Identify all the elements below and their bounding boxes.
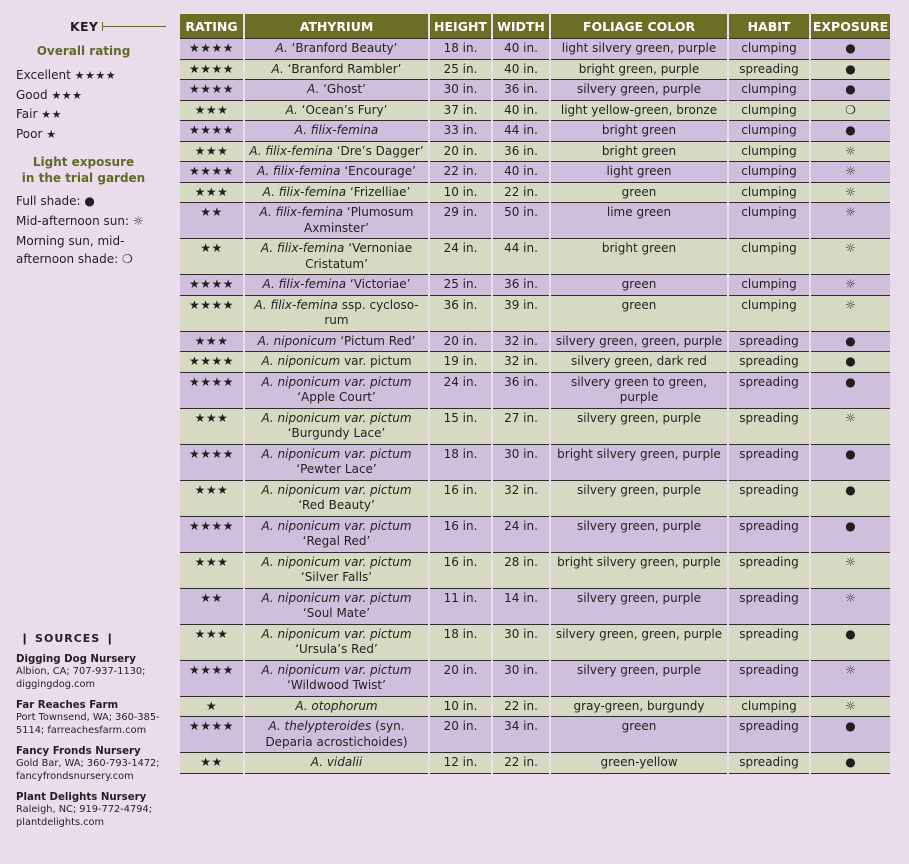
habit-cell: clumping [728,275,810,296]
table-row [179,624,891,660]
header-athyrium: ATHYRIUM [244,14,429,39]
habit-cell: spreading [728,516,810,552]
genus-name: A. niponicum var. pictum [261,446,412,461]
table-row [179,162,891,183]
foliage-cell: silvery green, purple [550,408,728,444]
habit-cell: spreading [728,717,810,753]
width-cell: 22 in. [492,696,550,717]
sun-icon: ☼ [132,213,144,228]
fern-table [178,14,892,774]
cultivar-name: ‘Ocean’s Fury’ [301,102,388,117]
genus-name: A. niponicum var. pictum [261,662,412,677]
width-cell: 28 in. [492,552,550,588]
rating-good: Good ★★★ [16,87,83,102]
cultivar-name: ‘Vernoniae Cristatum’ [305,241,413,271]
table-row [179,331,891,352]
exposure-cell: ☼ [810,696,891,717]
genus-name: A. filix-femina [257,164,341,178]
habit-cell: clumping [728,39,810,60]
cultivar-name: ‘Regal Red’ [302,534,371,548]
rating-cell: ★★★ [179,624,244,660]
habit-cell: spreading [728,59,810,80]
rating-cell: ★★★★ [179,275,244,296]
rating-cell: ★★★★ [179,80,244,101]
width-cell: 24 in. [492,516,550,552]
table-row [179,275,891,296]
cultivar-name: ‘Dre’s Dagger’ [336,143,424,158]
athyrium-cell [244,295,429,331]
genus-name: A. filix-femina [260,241,345,255]
source-digging-dog: Digging Dog Nursery Albion, CA; 707-937-1130; diggingdog.com [16,654,146,690]
rating-cell: ★★★ [179,141,244,162]
height-cell: 16 in. [429,516,492,552]
width-cell: 50 in. [492,203,550,239]
genus-name: A. niponicum var. pictum [261,518,412,533]
rating-cell: ★★★★ [179,516,244,552]
height-cell: 25 in. [429,59,492,80]
athyrium-cell [244,275,429,296]
table-row [179,182,891,203]
rating-cell: ★★★ [179,408,244,444]
width-cell: 27 in. [492,408,550,444]
width-cell: 40 in. [492,162,550,183]
athyrium-cell [244,80,429,101]
exposure-cell: ☼ [810,141,891,162]
exposure-cell: ☼ [810,660,891,696]
foliage-cell: silvery green to green, purple [550,372,728,408]
exposure-cell: ☼ [810,275,891,296]
cultivar-name: ‘Ghost’ [323,82,366,96]
exposure-cell: ● [810,59,891,80]
cultivar-name: ‘Ursula’s Red’ [295,642,378,656]
habit-cell: spreading [728,408,810,444]
foliage-cell: green [550,295,728,331]
width-cell: 40 in. [492,39,550,60]
height-cell: 25 in. [429,275,492,296]
habit-cell: clumping [728,295,810,331]
athyrium-cell [244,162,429,183]
genus-name: A. niponicum var. pictum [261,374,412,389]
header-rating: RATING [179,14,244,39]
exposure-cell: ● [810,624,891,660]
height-cell: 24 in. [429,372,492,408]
rating-cell: ★★★★ [179,372,244,408]
height-cell: 16 in. [429,480,492,516]
height-cell: 37 in. [429,100,492,121]
habit-cell: spreading [728,331,810,352]
rating-cell: ★★ [179,588,244,624]
table-row [179,408,891,444]
rating-cell: ★★★★ [179,39,244,60]
cultivar-name: ‘Silver Falls’ [300,570,373,584]
rating-cell: ★★★ [179,331,244,352]
athyrium-cell [244,444,429,480]
genus-name: A. filix-femina [262,184,347,199]
exposure-cell: ● [810,331,891,352]
width-cell: 36 in. [492,80,550,101]
foliage-cell: green-yellow [550,753,728,774]
table-row [179,480,891,516]
foliage-cell: bright green [550,239,728,275]
athyrium-cell [244,352,429,373]
athyrium-cell [244,239,429,275]
exposure-cell: ☼ [810,239,891,275]
cultivar-name: ssp. cycloso-rum [324,297,419,327]
exposure-cell: ● [810,516,891,552]
height-cell: 19 in. [429,352,492,373]
rating-cell: ★★★★ [179,660,244,696]
cultivar-name: ‘Burgundy Lace’ [287,426,386,440]
habit-cell: clumping [728,141,810,162]
habit-cell: clumping [728,162,810,183]
foliage-cell: bright green, purple [550,59,728,80]
rating-cell: ★★★ [179,552,244,588]
genus-name: A. filix-femina [249,143,333,158]
table-row [179,588,891,624]
height-cell: 24 in. [429,239,492,275]
genus-name: A. niponicum var. pictum [261,590,412,605]
exposure-cell: ● [810,372,891,408]
width-cell: 32 in. [492,331,550,352]
table-row [179,696,891,717]
foliage-cell: bright silvery green, purple [550,444,728,480]
width-cell: 32 in. [492,352,550,373]
rating-cell: ★ [179,696,244,717]
athyrium-cell [244,696,429,717]
rating-heading: Overall rating [36,44,131,58]
habit-cell: spreading [728,552,810,588]
cultivar-name: ‘Wildwood Twist’ [287,678,386,692]
exposure-cell: ● [810,352,891,373]
cultivar-name: (syn. Deparia acrostichoides) [265,719,408,749]
sources-panel [16,632,166,837]
width-cell: 36 in. [492,372,550,408]
light-full-shade: Full shade: ● [16,194,95,208]
exposure-cell: ● [810,753,891,774]
genus-name: A. filix-femina [262,277,347,291]
habit-cell: spreading [728,372,810,408]
table-row [179,203,891,239]
light-mid-afternoon-sun: Mid-afternoon sun: ☼ [16,213,144,228]
rating-cell: ★★★ [179,100,244,121]
width-cell: 36 in. [492,275,550,296]
rating-cell: ★★★★ [179,717,244,753]
cultivar-name: var. pictum [344,354,412,368]
width-cell: 40 in. [492,59,550,80]
foliage-cell: silvery green, purple [550,588,728,624]
exposure-cell: ● [810,121,891,142]
height-cell: 33 in. [429,121,492,142]
height-cell: 18 in. [429,444,492,480]
foliage-cell: green [550,275,728,296]
height-cell: 11 in. [429,588,492,624]
exposure-cell: ● [810,80,891,101]
habit-cell: spreading [728,660,810,696]
rating-poor: Poor ★ [16,126,57,141]
rating-cell: ★★ [179,203,244,239]
habit-cell: clumping [728,100,810,121]
cultivar-name: ‘Plumosum Axminster’ [303,205,414,235]
height-cell: 30 in. [429,80,492,101]
key-title: KEY [70,18,99,34]
width-cell: 40 in. [492,100,550,121]
habit-cell: clumping [728,182,810,203]
foliage-cell: light silvery green, purple [550,39,728,60]
table-header [179,14,891,39]
habit-cell: clumping [728,696,810,717]
athyrium-cell [244,141,429,162]
athyrium-cell [244,516,429,552]
width-cell: 30 in. [492,444,550,480]
table-row [179,552,891,588]
height-cell: 18 in. [429,39,492,60]
header-exposure: EXPOSURE [810,14,891,39]
table-row [179,516,891,552]
height-cell: 36 in. [429,295,492,331]
habit-cell: spreading [728,480,810,516]
athyrium-cell [244,753,429,774]
source-plant-delights: Plant Delights Nursery Raleigh, NC; 919-772-4794; plantdelights.com [16,792,153,828]
width-cell: 39 in. [492,295,550,331]
foliage-cell: bright green [550,121,728,142]
exposure-cell: ☼ [810,203,891,239]
rating-fair: Fair ★★ [16,107,62,121]
table-row [179,444,891,480]
table-row [179,372,891,408]
table-row [179,352,891,373]
height-cell: 29 in. [429,203,492,239]
athyrium-cell [244,182,429,203]
genus-name: A. filix-femina [294,123,379,137]
exposure-cell: ☼ [810,552,891,588]
light-morning-sun: Morning sun, mid- afternoon shade: ❍ [16,234,133,266]
foliage-cell: bright silvery green, purple [550,552,728,588]
width-cell: 34 in. [492,717,550,753]
table-row [179,39,891,60]
height-cell: 15 in. [429,408,492,444]
sources-title: ❙ SOURCES ❙ [20,632,116,645]
partial-shade-icon: ❍ [121,251,133,266]
cultivar-name: ‘Red Beauty’ [298,498,375,512]
source-far-reaches: Far Reaches Farm Port Townsend, WA; 360-385- 5114; farreachesfarm.com [16,700,160,736]
foliage-cell: silvery green, green, purple [550,624,728,660]
genus-name: A. vidalii [310,755,363,769]
exposure-cell: ● [810,444,891,480]
width-cell: 44 in. [492,239,550,275]
width-cell: 14 in. [492,588,550,624]
exposure-cell: ☼ [810,588,891,624]
table-row [179,100,891,121]
athyrium-cell [244,588,429,624]
genus-name: A. filix-femina [254,297,338,312]
habit-cell: clumping [728,80,810,101]
athyrium-cell [244,59,429,80]
athyrium-cell [244,660,429,696]
athyrium-cell [244,100,429,121]
genus-name: A. thelypteroides [268,719,372,733]
exposure-cell: ☼ [810,408,891,444]
habit-cell: clumping [728,239,810,275]
height-cell: 20 in. [429,141,492,162]
foliage-cell: green [550,182,728,203]
rating-cell: ★★★★ [179,352,244,373]
width-cell: 36 in. [492,141,550,162]
genus-name: A. niponicum var. pictum [261,482,412,497]
athyrium-cell [244,480,429,516]
exposure-cell: ● [810,480,891,516]
habit-cell: spreading [728,588,810,624]
genus-name: A. otophorum [295,698,378,713]
width-cell: 22 in. [492,182,550,203]
header-height: HEIGHT [429,14,492,39]
rating-cell: ★★★★ [179,162,244,183]
habit-cell: spreading [728,624,810,660]
rating-cell: ★★★★ [179,295,244,331]
height-cell: 10 in. [429,696,492,717]
key-divider [102,26,166,27]
width-cell: 30 in. [492,660,550,696]
exposure-cell: ☼ [810,295,891,331]
table-row [179,141,891,162]
exposure-cell: ❍ [810,100,891,121]
rating-cell: ★★ [179,239,244,275]
height-cell: 10 in. [429,182,492,203]
genus-name: A. niponicum var. pictum [261,626,412,641]
habit-cell: clumping [728,121,810,142]
athyrium-cell [244,39,429,60]
table-row [179,80,891,101]
foliage-cell: light green [550,162,728,183]
genus-name: A. niponicum var. pictum [261,410,412,425]
height-cell: 16 in. [429,552,492,588]
athyrium-cell [244,408,429,444]
habit-cell: spreading [728,444,810,480]
cultivar-name: ‘Pewter Lace’ [296,462,377,476]
athyrium-cell [244,717,429,753]
rating-cell: ★★★ [179,182,244,203]
cultivar-name: ‘Soul Mate’ [302,606,371,620]
header-foliage-color: FOLIAGE COLOR [550,14,728,39]
rating-excellent: Excellent ★★★★ [16,68,117,82]
rating-cell: ★★ [179,753,244,774]
genus-name: A. [285,102,298,117]
width-cell: 44 in. [492,121,550,142]
genus-name: A. [307,82,320,96]
rating-cell: ★★★★ [179,59,244,80]
foliage-cell: silvery green, purple [550,80,728,101]
height-cell: 18 in. [429,624,492,660]
table-row [179,753,891,774]
foliage-cell: silvery green, purple [550,516,728,552]
source-fancy-fronds: Fancy Fronds Nursery Gold Bar, WA; 360-793-1472; fancyfrondsnursery.com [16,746,160,782]
foliage-cell: light yellow-green, bronze [550,100,728,121]
genus-name: A. niponicum [257,333,337,348]
foliage-cell: lime green [550,203,728,239]
foliage-cell: silvery green, purple [550,660,728,696]
habit-cell: clumping [728,203,810,239]
cultivar-name: ‘Victoriae’ [349,277,411,291]
table-row [179,295,891,331]
width-cell: 30 in. [492,624,550,660]
foliage-cell: silvery green, dark red [550,352,728,373]
rating-cell: ★★★★ [179,444,244,480]
exposure-cell: ☼ [810,162,891,183]
table-row [179,59,891,80]
cultivar-name: ‘Frizelliae’ [349,184,411,199]
exposure-cell: ☼ [810,182,891,203]
foliage-cell: green [550,717,728,753]
athyrium-cell [244,552,429,588]
header-habit: HABIT [728,14,810,39]
table-row [179,717,891,753]
athyrium-cell [244,121,429,142]
height-cell: 20 in. [429,660,492,696]
foliage-cell: bright green [550,141,728,162]
table-row [179,660,891,696]
rating-cell: ★★★★ [179,121,244,142]
athyrium-cell [244,331,429,352]
cultivar-name: ‘Pictum Red’ [340,333,416,348]
athyrium-cell [244,624,429,660]
genus-name: A. [271,61,284,76]
width-cell: 22 in. [492,753,550,774]
width-cell: 32 in. [492,480,550,516]
rating-cell: ★★★ [179,480,244,516]
cultivar-name: ‘Branford Rambler’ [287,61,402,76]
light-heading: Light exposure in the trial garden [21,155,146,185]
genus-name: A. niponicum var. pictum [261,554,412,569]
cultivar-name: ‘Apple Court’ [297,390,376,404]
cultivar-name: ‘Encourage’ [344,164,416,178]
foliage-cell: silvery green, purple [550,480,728,516]
exposure-cell: ● [810,39,891,60]
athyrium-cell [244,203,429,239]
foliage-cell: silvery green, green, purple [550,331,728,352]
table-row [179,239,891,275]
full-shade-icon: ● [84,194,95,208]
height-cell: 20 in. [429,331,492,352]
height-cell: 20 in. [429,717,492,753]
genus-name: A. filix-femina [259,205,344,219]
habit-cell: spreading [728,352,810,373]
key-panel [16,18,166,268]
exposure-cell: ● [810,717,891,753]
genus-name: A. niponicum [261,354,341,368]
cultivar-name: ‘Branford Beauty’ [291,41,398,55]
height-cell: 12 in. [429,753,492,774]
athyrium-cell [244,372,429,408]
habit-cell: spreading [728,753,810,774]
table-row [179,121,891,142]
height-cell: 22 in. [429,162,492,183]
foliage-cell: gray-green, burgundy [550,696,728,717]
genus-name: A. [275,41,288,55]
header-width: WIDTH [492,14,550,39]
